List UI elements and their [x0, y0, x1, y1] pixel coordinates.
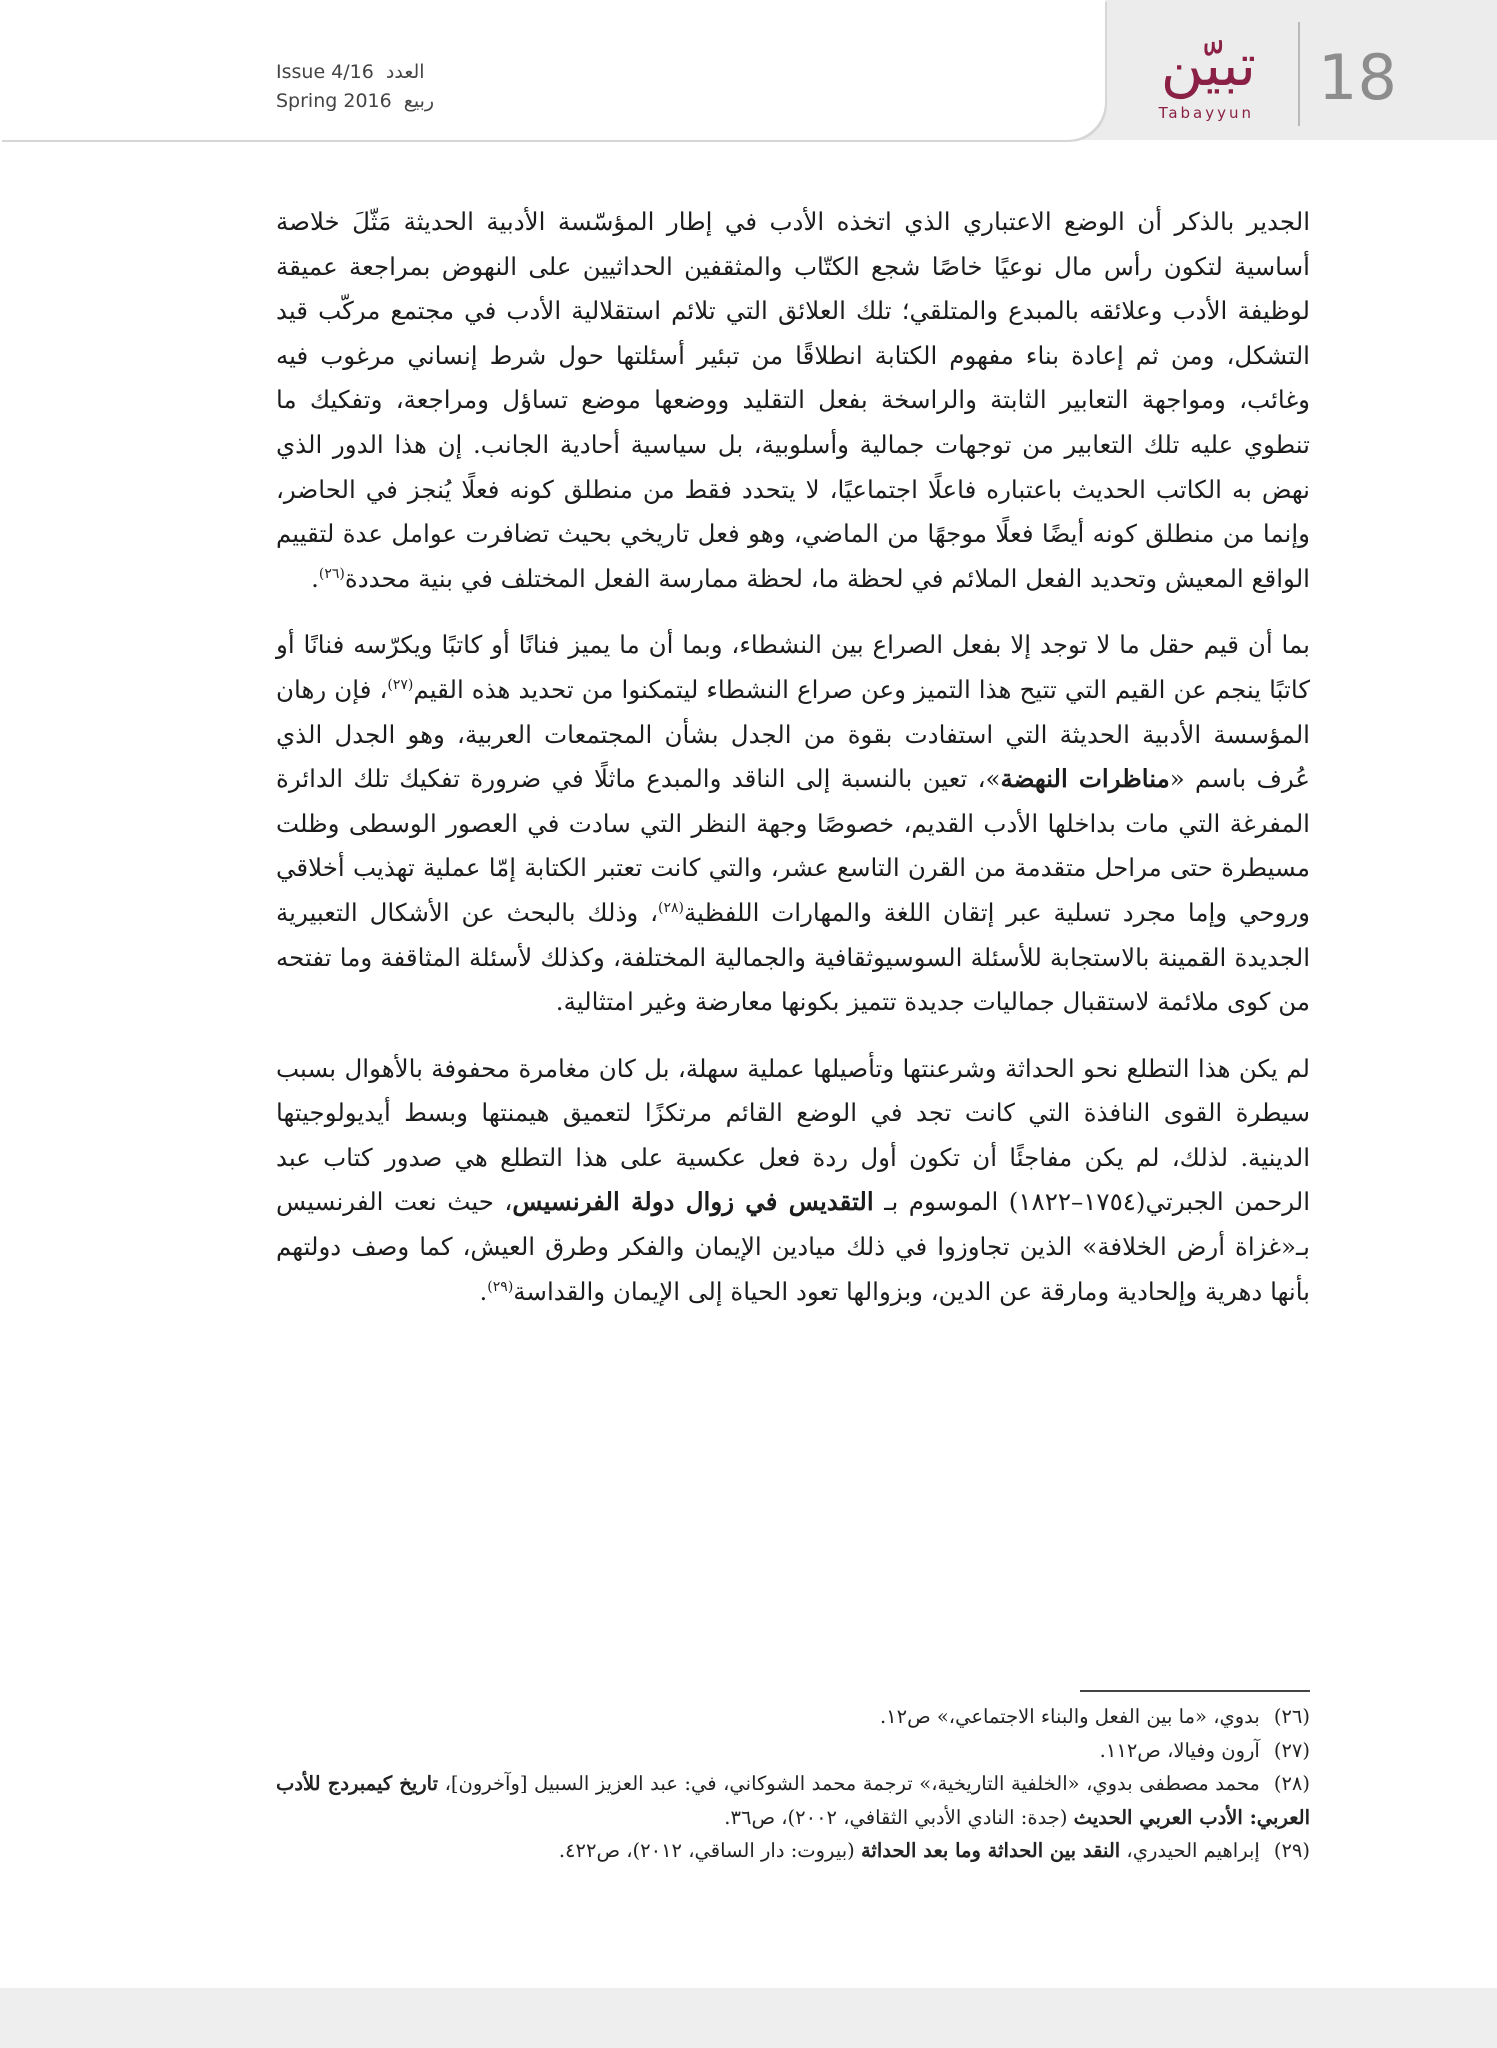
footnote-rule: [1080, 1690, 1310, 1692]
footnote-26: [276, 1700, 1310, 1734]
issue-en: Issue 4/16: [276, 61, 374, 83]
footnote-text: محمد مصطفى بدوي، «الخلفية التاريخية،» ترجمة محمد الشوكاني، في: عبد العزيز السبيل [وآخرون]،: [438, 1772, 1260, 1795]
footnote-book-title: النقد بين الحداثة وما بعد الحداثة: [860, 1839, 1121, 1862]
text-run: .: [479, 1276, 488, 1306]
footnote-text: إبراهيم الحيدري،: [1120, 1839, 1260, 1862]
text-run: »، تعين بالنسبة إلى الناقد والمبدع ماثلًا في ضرورة تفكيك تلك الدائرة المفرغة التي مات بداخلها الأدب القديم، خصوصًا وجهة النظر التي سادت في العصور الوسطى وظلت مسيطرة حتى مراحل متقدمة من القرن التاسع عشر، والتي كانت تعتبر الكتابة إمّا عملية تهذيب أخلاقي وروحي وإما مجرد تسلية عبر إتقان اللغة والمهارات اللفظية: [276, 764, 1310, 927]
season-ar: ربيع: [403, 90, 435, 112]
text-run: الجدير بالذكر أن الوضع الاعتباري الذي اتخذه الأدب في إطار المؤسّسة الأدبية الحديثة مَثّلَ خلاصة أساسية لتكون رأس مال نوعيًا خاصًا شجع الكتّاب والمثقفين الحداثيين على النهوض بمراجعة عميقة لوظيفة الأدب وعلائقه بالمبدع والمتلقي؛ تلك العلائق التي تلائم استقلالية الأدب في مجتمع مركّب قيد التشكل، ومن ثم إعادة بناء مفهوم الكتابة انطلاقًا من تبئير أسئلتها حول شرط إنساني مرغوب فيه وغائب، ومواجهة التعابير الثابتة والراسخة بفعل التقليد ووضعها موضع تساؤل ومراجعة، وتفكيك ما تنطوي عليه تلك التعابير من توجهات جمالية وأسلوبية، بل سياسية أحادية الجانب. إن هذا الدور الذي نهض به الكاتب الحديث باعتباره فاعلًا اجتماعيًا، لا يتحدد فقط من منطلق كونه فعلًا يُنجز في الحاضر، وإنما من منطلق كونه أيضًا فعلًا موجهًا من الماضي، وهو فعل تاريخي بحيث تضافرت عوامل عدة لتقييم الواقع المعيش وتحديد الفعل الملائم في لحظة ما، لحظة ممارسة الفعل المختلف في بنية محددة: [276, 207, 1310, 593]
footnote-ref-26[interactable]: (٢٦): [318, 565, 345, 582]
footnote-number: (٢٩): [1273, 1839, 1310, 1862]
season-en: Spring 2016: [276, 90, 392, 112]
footnote-28: [276, 1767, 1310, 1834]
logo-arabic: تبيّن: [1160, 31, 1256, 99]
header-divider: [1298, 22, 1300, 126]
issue-line: [276, 58, 434, 87]
footnote-text: (بيروت: دار الساقي، ٢٠١٢)، ص٤٢٢.: [558, 1839, 861, 1862]
page-number: 18: [1318, 41, 1397, 114]
footnote-number: (٢٧): [1273, 1738, 1310, 1762]
footnote-ref-28[interactable]: (٢٨): [658, 899, 684, 916]
footnote-ref-27[interactable]: (٢٧): [387, 676, 414, 693]
footnote-book-title: تاريخ كيمبردج للأدب العربي: الأدب العربي الحديث: [276, 1772, 1310, 1829]
paragraph-3: [276, 1047, 1310, 1315]
header-card: [0, 0, 1105, 140]
text-run: ، فإن رهان المؤسسة الأدبية الحديثة التي استفادت بقوة من الجدل بشأن المجتمعات العربية، وهو الجدل الذي عُرف باسم «: [276, 674, 1310, 794]
footer-band: [0, 1988, 1497, 2048]
footnote-number: (٢٨): [1273, 1772, 1310, 1795]
text-run: بما أن قيم حقل ما لا توجد إلا بفعل الصراع بين النشطاء، وبما أن ما يميز فنانًا أو كاتبًا ويكرّسه فنانًا أو كاتبًا ينجم عن القيم التي تتيح هذا التميز وعن صراع النشطاء ليتمكنوا من تحديد هذه القيم: [276, 630, 1310, 704]
issue-info: [276, 58, 434, 116]
footnotes: [276, 1700, 1310, 1868]
paragraph-1: [276, 200, 1310, 601]
text-run: ، حيث نعت الفرنسيس بـ«غزاة أرض الخلافة» الذين تجاوزوا في ذلك ميادين الإيمان والفكر وطرق العيش، كما وصف دولتهم بأنها دهرية وإلحادية ومارقة عن الدين، وبزوالها تعود الحياة إلى الإيمان والقداسة: [276, 1187, 1310, 1306]
footnote-number: (٢٦): [1273, 1705, 1310, 1728]
paragraph-2: [276, 623, 1310, 1024]
footnote-text: (جدة: النادي الأدبي الثقافي، ٢٠٠٢)، ص٣٦.: [724, 1805, 1074, 1829]
text-run: .: [311, 563, 319, 593]
bold-book-title: التقديس في زوال دولة الفرنسيس: [512, 1187, 874, 1217]
issue-ar: العدد: [385, 61, 425, 83]
text-run: ، وذلك بالبحث عن الأشكال التعبيرية الجديدة القمينة بالاستجابة للأسئلة السوسيوثقافية والجمالية المختلفة، وكذلك لأسئلة المثاقفة وما تفتحه من كوى ملائمة لاستقبال جماليات جديدة تتميز بكونها معارضة وغير امتثالية.: [276, 897, 1310, 1017]
article-body: [276, 200, 1310, 1336]
text-run: لم يكن هذا التطلع نحو الحداثة وشرعنتها وتأصيلها عملية سهلة، بل كان مغامرة محفوفة بالأهوال بسبب سيطرة القوى النافذة التي كانت تجد في الوضع القائم مرتكزًا لتعميق هيمنتها وبسط أيديولوجيتها الدينية. لذلك، لم يكن مفاجئًا أن تكون أول ردة فعل عكسية على هذا التطلع هي صدور كتاب عبد الرحمن الجبرتي(١٧٥٤–١٨٢٢) الموسوم بـ: [276, 1053, 1310, 1217]
bold-term: مناظرات النهضة: [1000, 764, 1170, 794]
journal-logo: [1110, 30, 1290, 130]
footnote-27: [276, 1734, 1310, 1768]
footnote-text: بدوي، «ما بين الفعل والبناء الاجتماعي،» ص١٢.: [879, 1705, 1260, 1728]
footnote-29: [276, 1834, 1310, 1868]
logo-latin: Tabayyun: [1158, 104, 1254, 122]
footnote-text: آرون وفيالا، ص١١٢.: [1099, 1738, 1260, 1762]
footnote-ref-29[interactable]: (٢٩): [487, 1278, 514, 1295]
season-line: [276, 87, 434, 116]
